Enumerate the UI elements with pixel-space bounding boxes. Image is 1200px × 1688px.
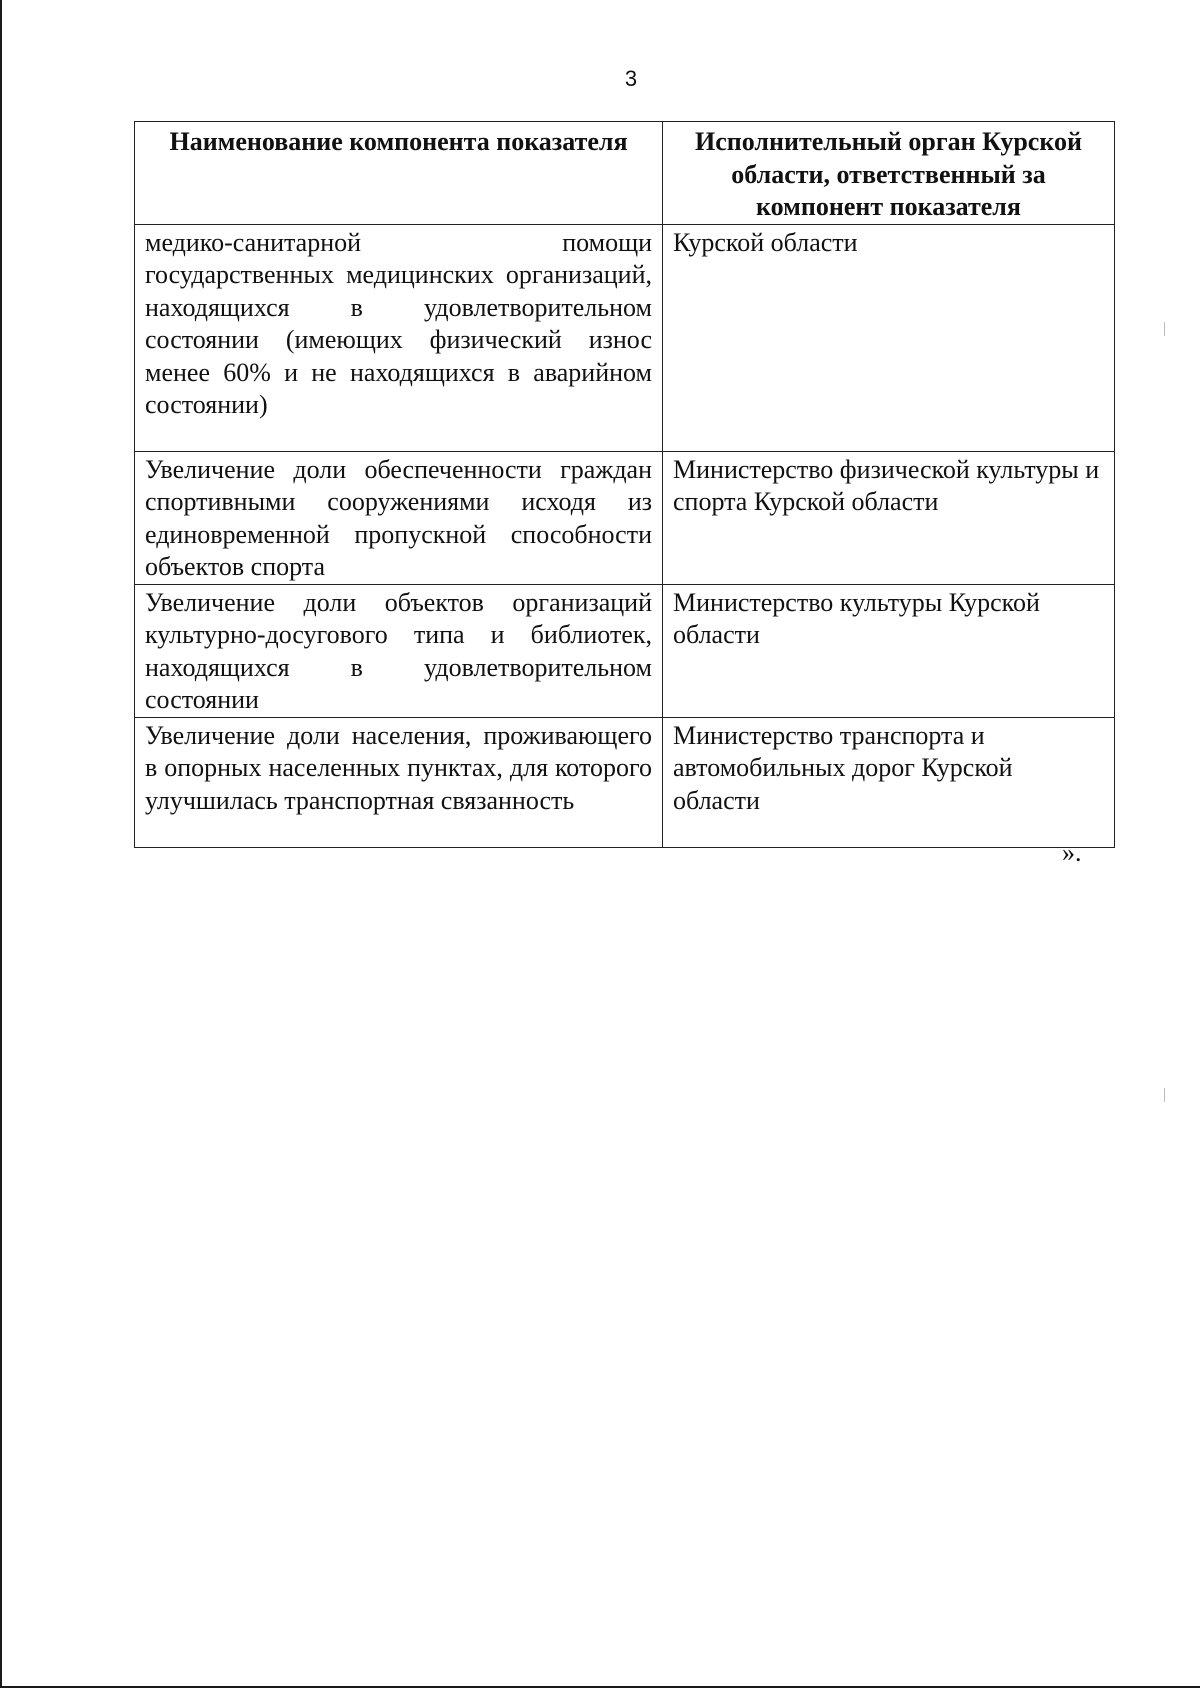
cell-component: Увеличение доли обеспеченности граждан спортивными сооружениями исходя из единовременной пропускной способности объектов спорта: [135, 451, 663, 584]
cell-component: Увеличение доли населения, проживающего в опорных населенных пунктах, для которого улучшилась транспортная связанность: [135, 717, 663, 847]
table-row: [135, 584, 1115, 717]
closing-quote: ».: [1062, 838, 1082, 867]
cell-component: медико-санитарной помощи государственных медицинских организаций, находящихся в удовлетворительном состоянии (имеющих физический износ менее 60% и не находящихся в аварийном состоянии): [135, 224, 663, 451]
cell-responsible-body: Министерство транспорта и автомобильных дорог Курской области: [663, 717, 1115, 847]
cell-responsible-body: Министерство культуры Курской области: [663, 584, 1115, 717]
cell-component: Увеличение доли объектов организаций культурно-досугового типа и библиотек, находящихся в удовлетворительном состоянии: [135, 584, 663, 717]
table-row: [135, 717, 1115, 847]
responsibility-table: [134, 121, 1115, 848]
table-header-row: [135, 122, 1115, 225]
header-responsible-body: Исполнительный орган Курской области, ответственный за компонент показателя: [663, 122, 1115, 225]
scan-mark: [1164, 322, 1165, 336]
scan-mark: [1164, 1088, 1165, 1102]
cell-responsible-body: Министерство физической культуры и спорта Курской области: [663, 451, 1115, 584]
table-row: [135, 451, 1115, 584]
page-number: 3: [624, 66, 638, 91]
table-row: [135, 224, 1115, 451]
cell-responsible-body: Курской области: [663, 224, 1115, 451]
scan-edge-left: [0, 0, 2, 1688]
header-component: Наименование компонента показателя: [135, 122, 663, 225]
